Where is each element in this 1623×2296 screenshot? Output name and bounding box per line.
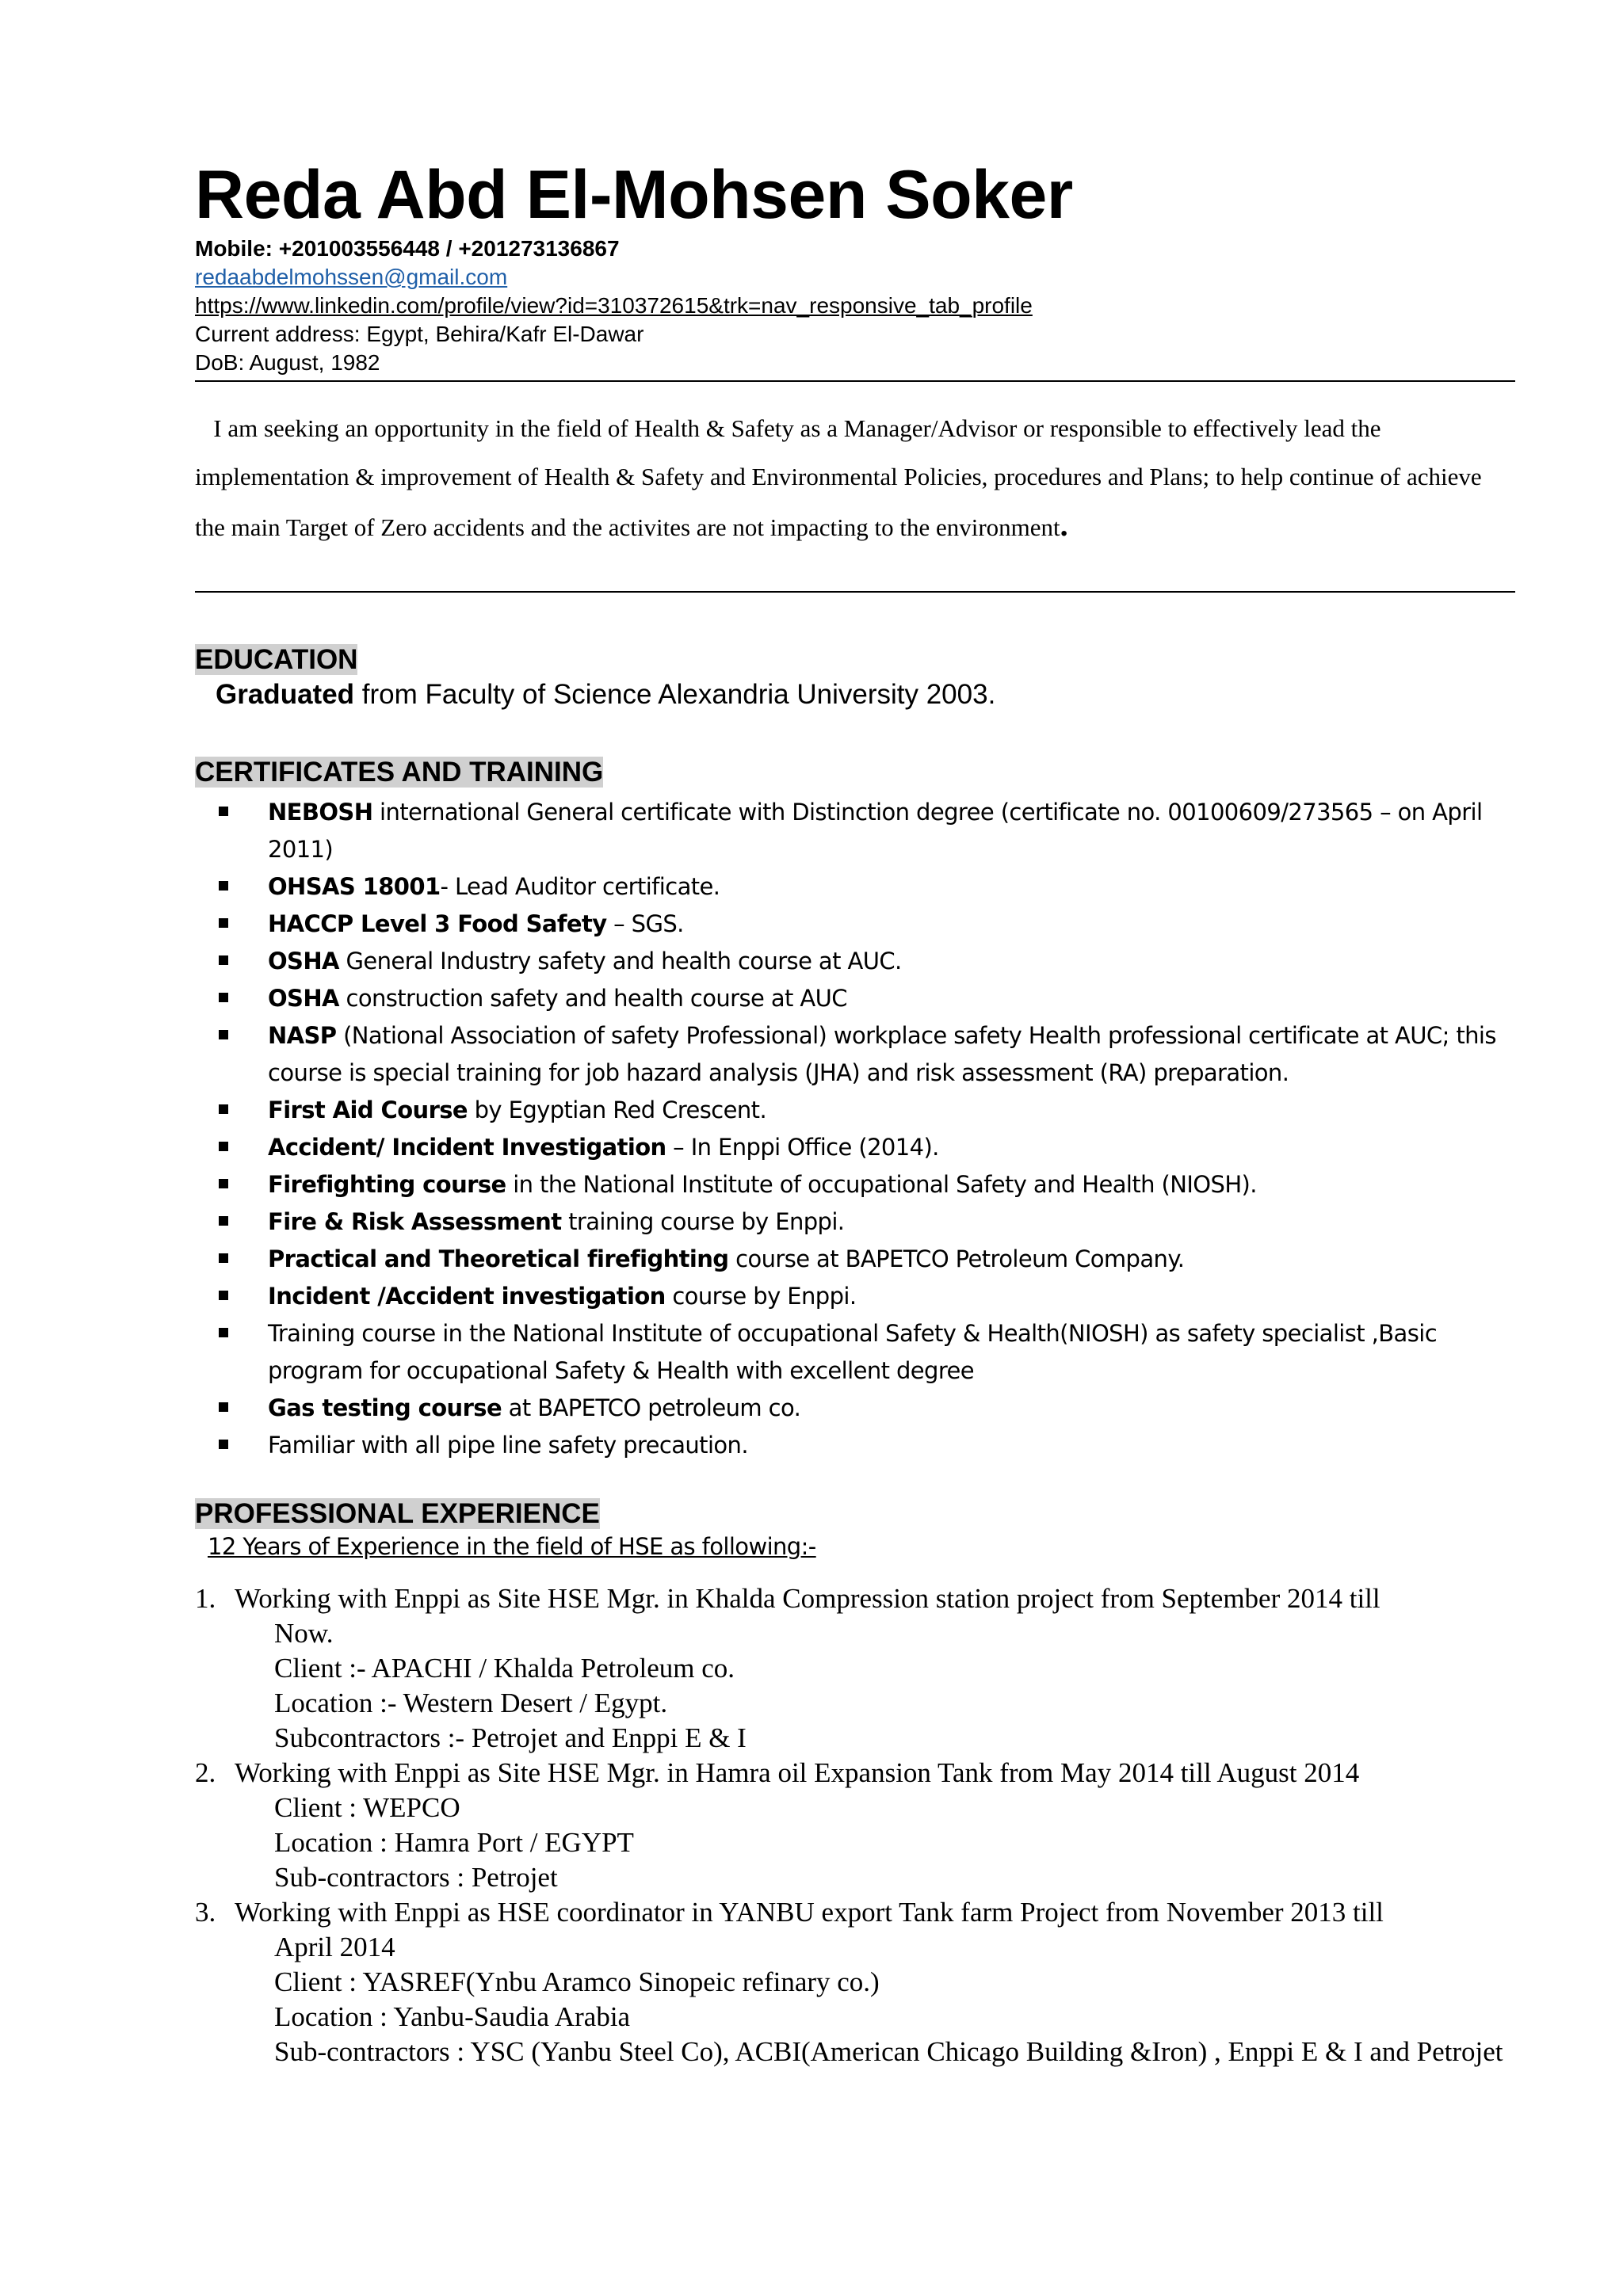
square-bullet-icon — [219, 918, 228, 928]
experience-detail: Client :- APACHI / Khalda Petroleum co. — [274, 1653, 735, 1684]
certificates-list — [195, 794, 1515, 1464]
resume-content — [195, 155, 1515, 2069]
certificate-detail: General Industry safety and health course at AUC. — [338, 948, 902, 974]
certificate-item — [195, 980, 1515, 1017]
certificates-heading: CERTIFICATES AND TRAINING — [195, 757, 604, 788]
square-bullet-icon — [219, 881, 228, 891]
certificate-detail: by Egyptian Red Crescent. — [468, 1097, 767, 1123]
certificate-item — [195, 1017, 1515, 1092]
certificate-name: Accident/ Incident Investigation — [268, 1134, 666, 1161]
certificate-item — [195, 794, 1515, 868]
linkedin-link[interactable]: https://www.linkedin.com/profile/view?id=310372615&trk=nav_responsive_tab_profile — [195, 293, 1033, 318]
experience-detail: Location : Yanbu-Saudia Arabia — [274, 2001, 631, 2032]
certificate-name: OHSAS 18001 — [268, 873, 441, 900]
objective-text: I am seeking an opportunity in the field of Health & Safety as a Manager/Advisor or responsible to effectively lead the implementation & improvement of Health & Safety and Environmental Policies, procedures and Plans; to help continue of achieve the main Target of Zero accidents and the activites are not impacting to the environment — [195, 414, 1482, 541]
candidate-name: Reda Abd El-Mohsen Soker — [195, 157, 1073, 233]
square-bullet-icon — [219, 1440, 228, 1449]
experience-headline: Working with Enppi as Site HSE Mgr. in Khalda Compression station project from September 2014 till — [235, 1583, 1381, 1614]
certificate-name: OSHA — [268, 985, 339, 1012]
experience-number: 1. — [195, 1583, 216, 1614]
certificate-item — [195, 868, 1515, 906]
certificate-name: OSHA — [268, 948, 339, 974]
contact-block — [195, 235, 1515, 377]
experience-headline: Working with Enppi as HSE coordinator in YANBU export Tank farm Project from November 2013 till — [235, 1897, 1384, 1928]
experience-detail: Location :- Western Desert / Egypt. — [274, 1688, 668, 1718]
certificate-detail: – In Enppi Office (2014). — [666, 1134, 939, 1161]
certificate-name: First Aid Course — [268, 1097, 468, 1123]
certificate-detail: – SGS. — [606, 910, 684, 937]
email-link[interactable]: redaabdelmohssen@gmail.com — [195, 265, 508, 289]
experience-detail: Client : YASREF(Ynbu Aramco Sinopeic refinary co.) — [274, 1966, 880, 1997]
education-heading: EDUCATION — [195, 644, 358, 675]
objective-period: . — [1060, 507, 1068, 543]
experience-detail: Sub-contractors : Petrojet — [274, 1862, 558, 1893]
certificate-detail: course at BAPETCO Petroleum Company. — [728, 1245, 1185, 1272]
certificate-item — [195, 1427, 1515, 1464]
square-bullet-icon — [219, 1291, 228, 1300]
experience-detail: Now. — [274, 1618, 334, 1649]
certificate-detail: (National Association of safety Professional) workplace safety Health professional certificate at AUC; this course is special training for job hazard analysis (JHA) and risk assessment (RA) preparation. — [268, 1022, 1496, 1086]
square-bullet-icon — [219, 955, 228, 965]
date-of-birth: DoB: August, 1982 — [195, 350, 380, 375]
experience-item — [195, 1756, 1515, 1895]
certificate-item — [195, 1315, 1515, 1390]
certificate-item — [195, 1203, 1515, 1241]
certificate-item — [195, 1278, 1515, 1315]
certificate-item — [195, 1241, 1515, 1278]
certificate-name: NEBOSH — [268, 799, 373, 826]
experience-detail: Client : WEPCO — [274, 1792, 460, 1823]
certificate-name: Gas testing course — [268, 1394, 502, 1421]
experience-intro: 12 Years of Experience in the field of HSE as following:- — [208, 1533, 816, 1560]
square-bullet-icon — [219, 807, 228, 816]
certificate-name: Incident /Accident investigation — [268, 1283, 666, 1310]
experience-item — [195, 1895, 1515, 2069]
experience-list — [195, 1581, 1515, 2069]
certificate-name: Fire & Risk Assessment — [268, 1208, 562, 1235]
certificate-name: Firefighting course — [268, 1171, 506, 1198]
experience-detail: April 2014 — [274, 1932, 395, 1962]
certificate-item — [195, 1092, 1515, 1129]
square-bullet-icon — [219, 1216, 228, 1226]
experience-heading: PROFESSIONAL EXPERIENCE — [195, 1498, 600, 1529]
square-bullet-icon — [219, 1179, 228, 1188]
square-bullet-icon — [219, 1030, 228, 1039]
certificate-item — [195, 943, 1515, 980]
experience-number: 2. — [195, 1757, 216, 1788]
certificate-detail: training course by Enppi. — [561, 1208, 845, 1235]
square-bullet-icon — [219, 1402, 228, 1412]
square-bullet-icon — [219, 1253, 228, 1263]
square-bullet-icon — [219, 1142, 228, 1151]
certificate-name: NASP — [268, 1022, 337, 1049]
experience-detail: Sub-contractors : YSC (Yanbu Steel Co), ACBI(American Chicago Building &Iron) , Enppi E & I and Petrojet — [274, 2036, 1503, 2067]
square-bullet-icon — [219, 993, 228, 1002]
header-divider — [195, 380, 1515, 382]
mobile-numbers: Mobile: +201003556448 / +201273136867 — [195, 236, 620, 261]
certificate-name: HACCP Level 3 Food Safety — [268, 910, 607, 937]
square-bullet-icon — [219, 1104, 228, 1114]
experience-item — [195, 1581, 1515, 1756]
certificate-item — [195, 1129, 1515, 1166]
experience-detail: Subcontractors :- Petrojet and Enppi E & I — [274, 1722, 747, 1753]
certificate-name: Practical and Theoretical firefighting — [268, 1245, 729, 1272]
certificate-detail: at BAPETCO petroleum co. — [502, 1394, 801, 1421]
certificate-detail: course by Enppi. — [665, 1283, 857, 1310]
certificate-item — [195, 906, 1515, 943]
objective-divider — [195, 591, 1515, 593]
experience-detail: Location : Hamra Port / EGYPT — [274, 1827, 634, 1858]
objective-paragraph — [195, 404, 1515, 551]
certificate-detail: in the National Institute of occupational Safety and Health (NIOSH). — [506, 1171, 1257, 1198]
square-bullet-icon — [219, 1328, 228, 1337]
experience-headline: Working with Enppi as Site HSE Mgr. in Hamra oil Expansion Tank from May 2014 till August 2014 — [235, 1757, 1360, 1788]
current-address: Current address: Egypt, Behira/Kafr El-Dawar — [195, 322, 644, 346]
certificate-detail: construction safety and health course at AUC — [338, 985, 847, 1012]
certificate-detail: - Lead Auditor certificate. — [440, 873, 720, 900]
certificate-detail: international General certificate with Distinction degree (certificate no. 00100609/273565 – on April 2011) — [268, 799, 1483, 863]
experience-number: 3. — [195, 1897, 216, 1928]
education-rest: from Faculty of Science Alexandria University 2003. — [354, 679, 996, 710]
certificate-item — [195, 1390, 1515, 1427]
certificate-item — [195, 1166, 1515, 1203]
certificate-detail: Training course in the National Institute of occupational Safety & Health(NIOSH) as safety specialist ,Basic program for occupational Safety & Health with excellent degree — [268, 1320, 1438, 1384]
certificate-detail: Familiar with all pipe line safety precaution. — [268, 1432, 748, 1459]
education-bold: Graduated — [216, 679, 355, 710]
education-entry — [195, 677, 1515, 713]
